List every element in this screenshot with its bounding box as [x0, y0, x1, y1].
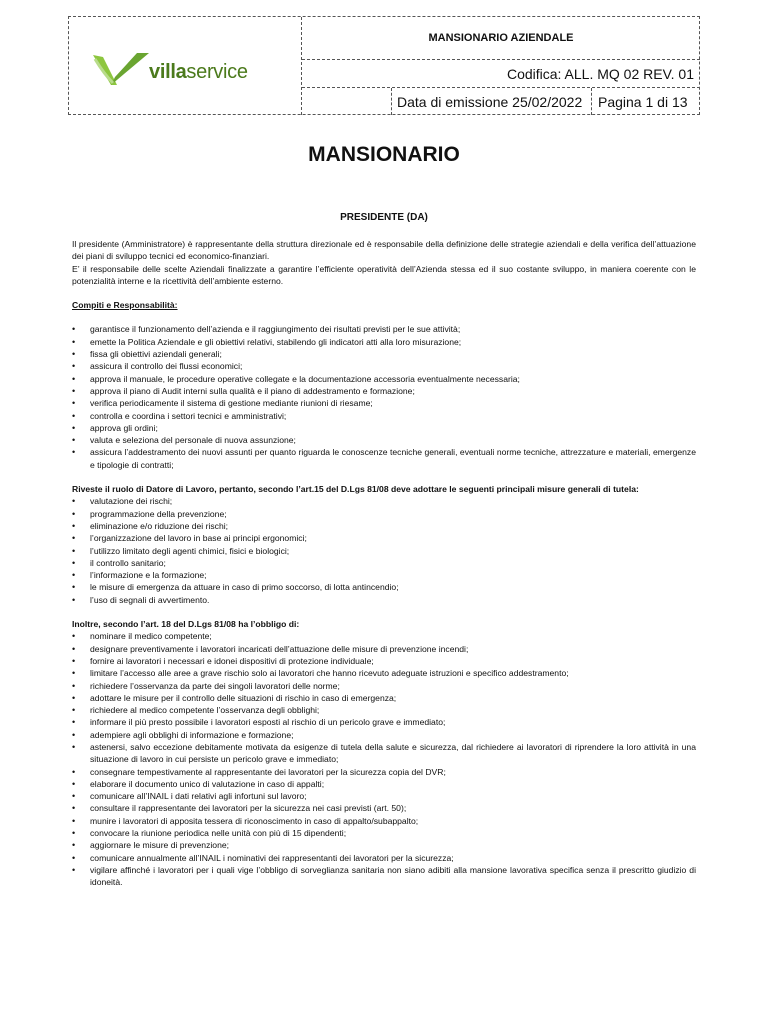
list-item: • l’uso di segnali di avvertimento. [72, 594, 696, 606]
code-cell [302, 60, 700, 88]
list-item: • fissa gli obiettivi aziendali generali; [72, 348, 696, 360]
logo-word-service: service [186, 61, 248, 83]
list-item: • l’utilizzo limitato degli agenti chimici, fisici e biologici; [72, 545, 696, 557]
list-item: • convocare la riunione periodica nelle unità con più di 15 dipendenti; [72, 827, 696, 839]
list-item: • programmazione della prevenzione; [72, 508, 696, 520]
list-item: • astenersi, salvo eccezione debitamente motivata da esigenze di tutela della salute e sicurezza, dal richiedere ai lavoratori di riprendere la loro attività in una situazione di lavoro in cui persiste un pericolo grave e immediato; [72, 741, 696, 766]
role-subtitle: PRESIDENTE (DA) [340, 212, 428, 223]
list-item: • informare il più presto possibile i lavoratori esposti al rischio di un pericolo grave e immediato; [72, 716, 696, 728]
list-item: • consultare il rappresentante dei lavoratori per la sicurezza nei casi previsti (art. 50); [72, 802, 696, 814]
list-item: • nominare il medico competente; [72, 630, 696, 642]
intro-paragraph: E’ il responsabile delle scelte Aziendali finalizzate a garantire l’efficiente operatività dell’Azienda stessa ed il suo costante sviluppo, in maniera coerente con le potenzialità interne e la ricettività dell’ambiente esterno. [72, 263, 696, 286]
list-item: • consegnare tempestivamente al rappresentante dei lavoratori per la sicurezza copia del DVR; [72, 766, 696, 778]
issue-date: Data di emissione 25/02/2022 [397, 93, 583, 110]
page-title: MANSIONARIO [308, 143, 460, 166]
intro-paragraph: Il presidente (Amministratore) è rappresentante della struttura direzionale ed è responsabile della definizione delle strategie aziendali e della verifica dell’attuazione dei piani di sviluppo tecnici ed economico-finanziari. [72, 239, 696, 262]
list-item: • richiedere al medico competente l’osservanza degli obblighi; [72, 704, 696, 716]
page-number: Pagina 1 di 13 [598, 93, 688, 110]
logo-word-villa: villa [149, 61, 187, 83]
protection-measures-list [72, 495, 696, 606]
issue-date-cell [391, 88, 592, 115]
section-heading: Compiti e Responsabilità: [72, 300, 178, 311]
list-item: • approva il manuale, le procedure operative collegate e la documentazione accessoria eventualmente necessaria; [72, 373, 696, 385]
list-item: • adempiere agli obblighi di informazione e formazione; [72, 729, 696, 741]
document-header [68, 16, 700, 115]
list-item: • comunicare annualmente all’INAIL i nominativi dei rappresentanti dei lavoratori per la sicurezza; [72, 852, 696, 864]
responsibilities-list [72, 323, 696, 471]
list-item: • valuta e seleziona del personale di nuova assunzione; [72, 434, 696, 446]
obligations-intro: Inoltre, secondo l’art. 18 del D.Lgs 81/08 ha l’obbligo di: [72, 619, 300, 630]
list-item: • assicura il controllo dei flussi economici; [72, 360, 696, 372]
list-item: • l’informazione e la formazione; [72, 569, 696, 581]
list-item: • comunicare all’INAIL i dati relativi agli infortuni sul lavoro; [72, 790, 696, 802]
list-item: • munire i lavoratori di apposita tessera di riconoscimento in caso di appalto/subappalto; [72, 815, 696, 827]
list-item: • richiedere l’osservanza da parte dei singoli lavoratori delle norme; [72, 680, 696, 692]
list-item: • eliminazione e/o riduzione dei rischi; [72, 520, 696, 532]
list-item: • l’organizzazione del lavoro in base ai principi ergonomici; [72, 532, 696, 544]
list-item: • adottare le misure per il controllo delle situazioni di rischio in caso di emergenza; [72, 692, 696, 704]
list-item: • il controllo sanitario; [72, 557, 696, 569]
list-item: • controlla e coordina i settori tecnici e amministrativi; [72, 410, 696, 422]
doc-type-cell [302, 17, 700, 60]
obligations-list [72, 630, 696, 888]
list-item: • elaborare il documento unico di valutazione in caso di appalti; [72, 778, 696, 790]
list-item: • vigilare affinché i lavoratori per i quali vige l’obbligo di sorveglianza sanitaria non siano adibiti alla mansione lavorativa specifica senza il prescritto giudizio di idoneità. [72, 864, 696, 889]
list-item: • emette la Politica Aziendale e gli obiettivi relativi, stabilendo gli indicatori atti alla loro misurazione; [72, 336, 696, 348]
list-item: • verifica periodicamente il sistema di gestione mediante riunioni di riesame; [72, 397, 696, 409]
list-item: • assicura l’addestramento dei nuovi assunti per quanto riguarda le conoscenze tecniche generali, eventuali norme tecniche, attrezzature e materiali, emergenze e tipologie di contratti; [72, 446, 696, 471]
document-body [72, 238, 696, 889]
employer-role-intro: Riveste il ruolo di Datore di Lavoro, pertanto, secondo l’art.15 del D.Lgs 81/08 deve adottare le seguenti principali misure generali di tutela: [72, 484, 639, 495]
list-item: • approva gli ordini; [72, 422, 696, 434]
list-item: • fornire ai lavoratori i necessari e idonei dispositivi di protezione individuale; [72, 655, 696, 667]
list-item: • designare preventivamente i lavoratori incaricati dell’attuazione delle misure di prevenzione incendi; [72, 643, 696, 655]
doc-type: MANSIONARIO AZIENDALE [428, 32, 574, 44]
doc-code: Codifica: ALL. MQ 02 REV. 01 [506, 65, 694, 82]
list-item: • valutazione dei rischi; [72, 495, 696, 507]
list-item: • aggiornare le misure di prevenzione; [72, 839, 696, 851]
logo-cell [69, 17, 302, 115]
logo-v-mark-icon [91, 49, 151, 91]
logo-wordmark [149, 61, 248, 84]
list-item: • limitare l’accesso alle aree a grave rischio solo ai lavoratori che hanno ricevuto adeguate istruzioni e specifico addestramento; [72, 667, 696, 679]
villaservice-logo [91, 49, 281, 91]
list-item: • le misure di emergenza da attuare in caso di primo soccorso, di lotta antincendio; [72, 581, 696, 593]
list-item: • approva il piano di Audit interni sulla qualità e il piano di addestramento e formazione; [72, 385, 696, 397]
list-item: • garantisce il funzionamento dell’azienda e il raggiungimento dei risultati previsti per le sue attività; [72, 323, 696, 335]
page-number-cell [592, 88, 700, 115]
